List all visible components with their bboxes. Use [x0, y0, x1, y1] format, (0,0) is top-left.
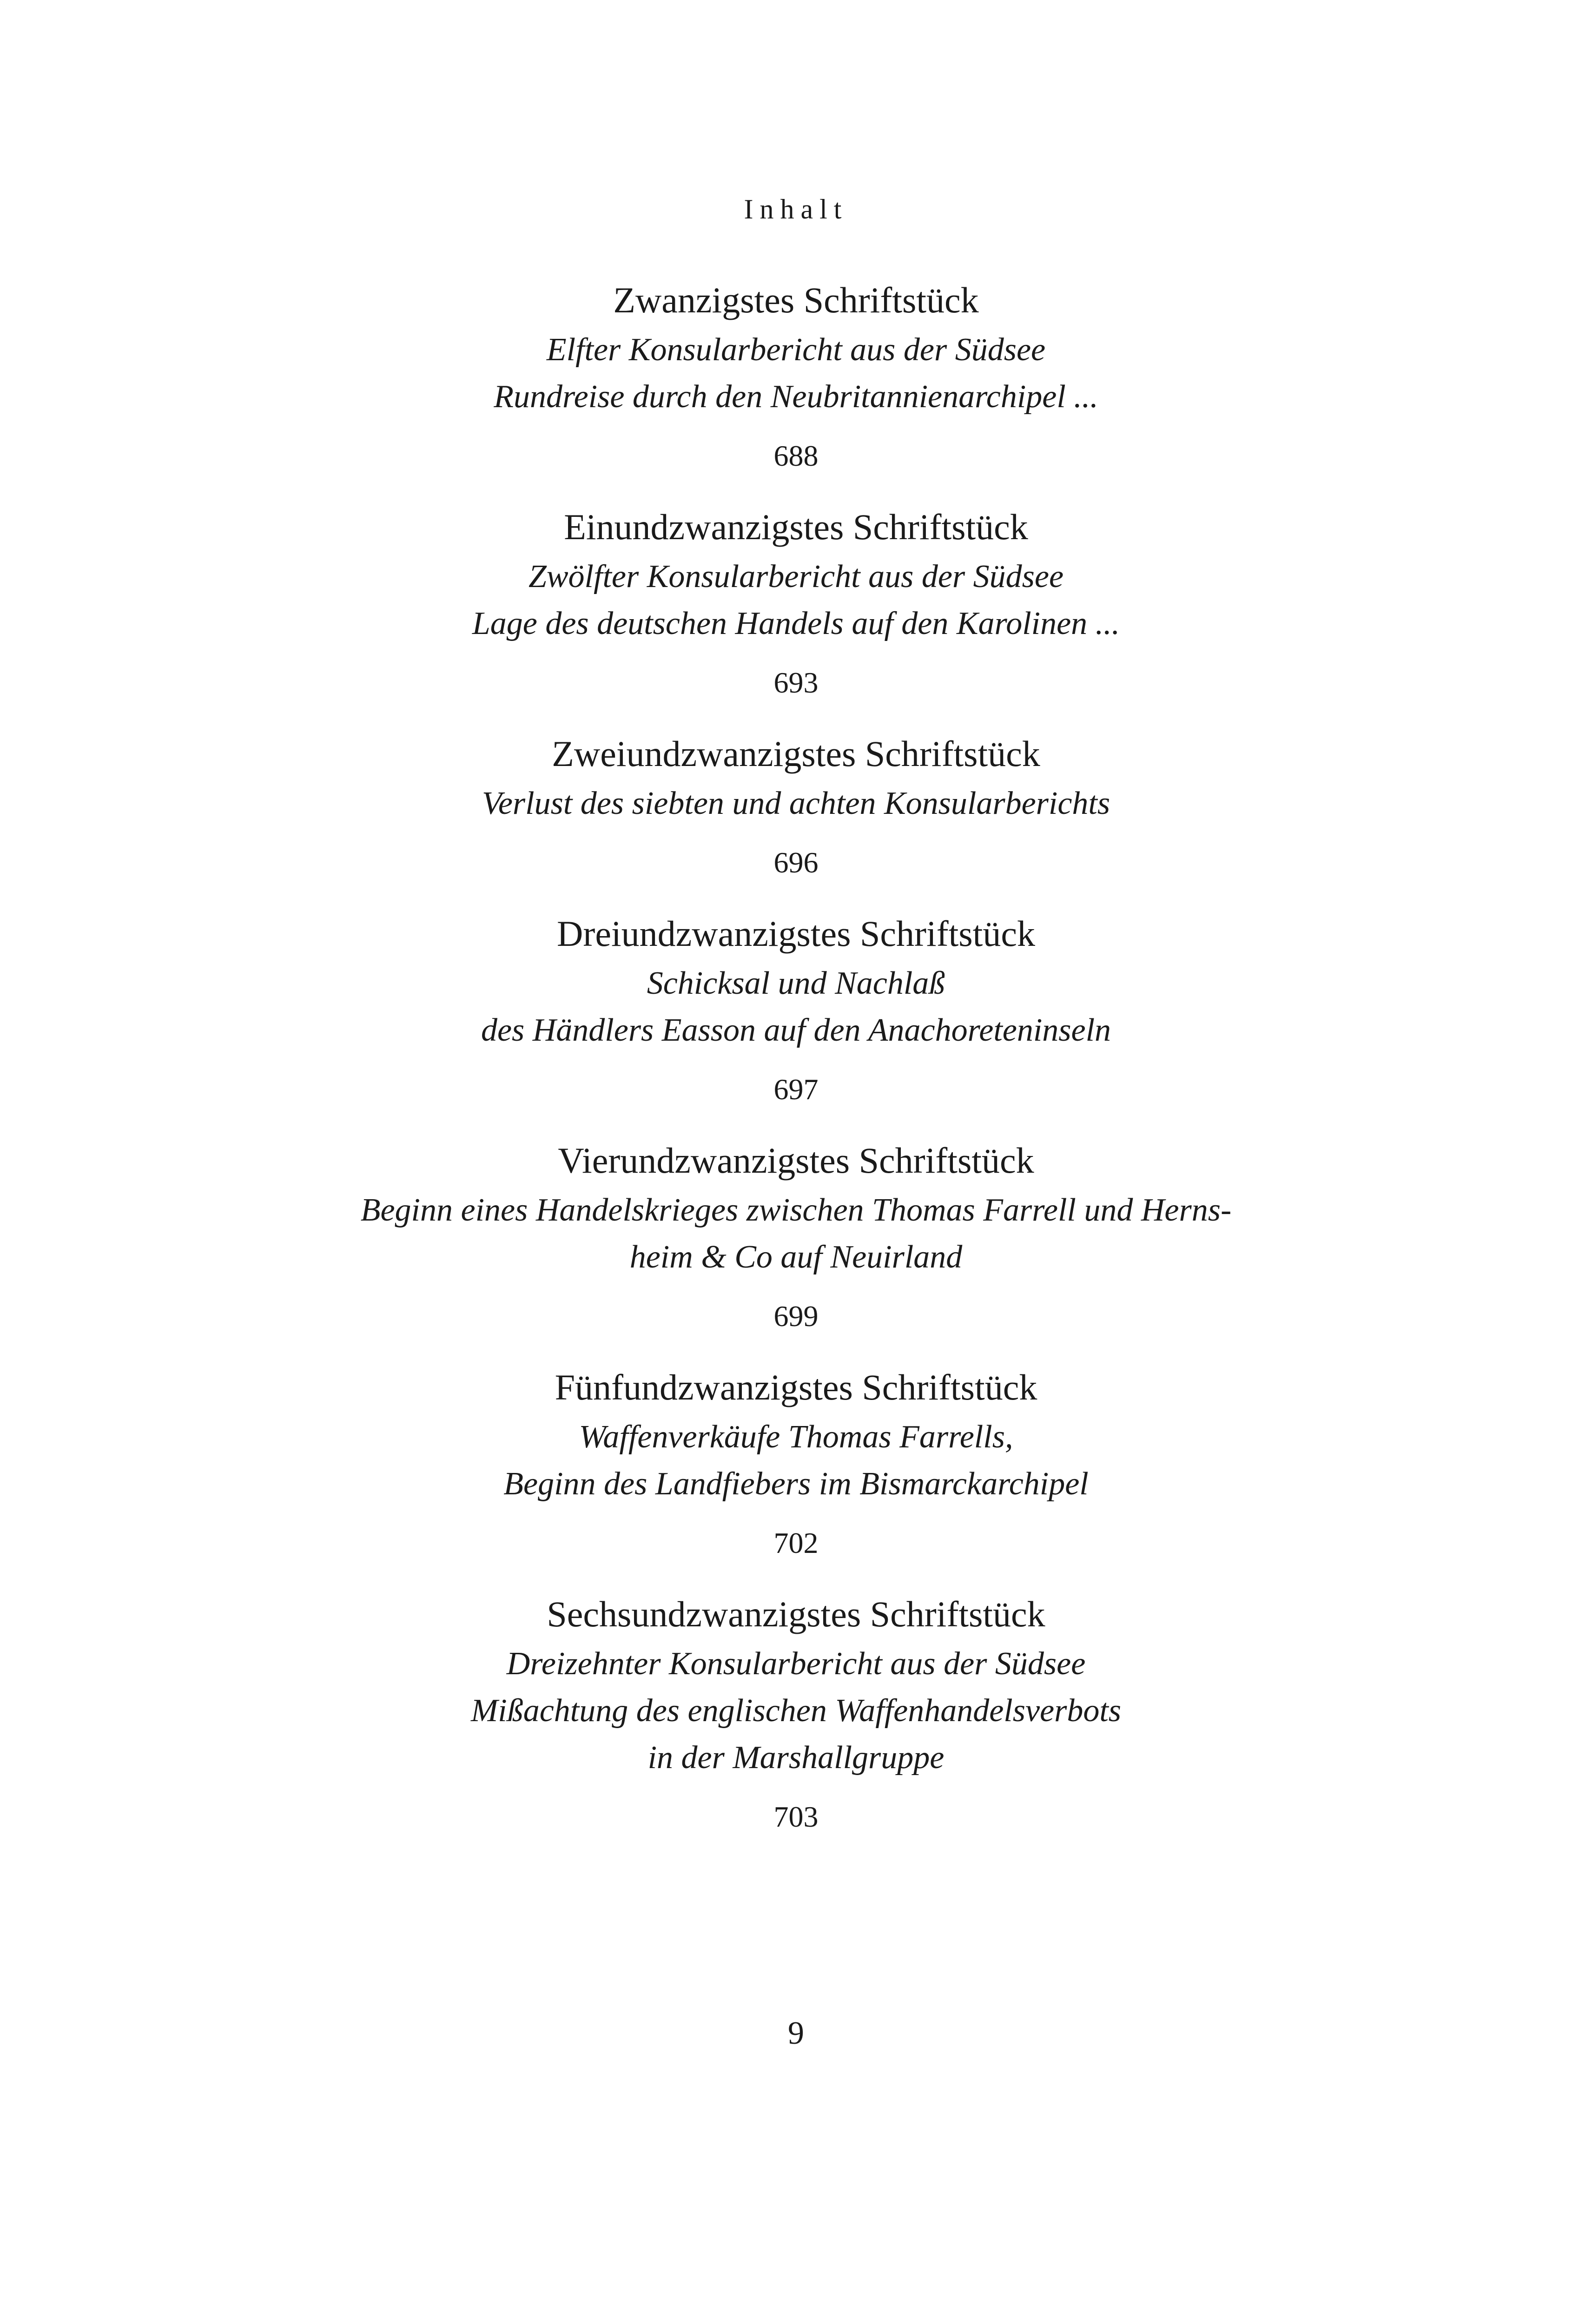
toc-entry-subtitle: Schicksal und Nachlaß [647, 965, 945, 1001]
toc-entry-subtitle: Rundreise durch den Neubritannienarchipel ... [494, 379, 1098, 415]
toc-entry-page-number: 696 [773, 846, 819, 879]
toc-entry-subtitle: in der Marshallgruppe [647, 1740, 945, 1776]
toc-entry [325, 1135, 1267, 1337]
page-number: 9 [788, 2015, 804, 2051]
toc-entry [325, 274, 1267, 477]
toc-entry-title: Fünfundzwanzigstes Schriftstück [555, 1367, 1037, 1407]
toc-entry [325, 728, 1267, 884]
toc-entry-page-number: 693 [773, 666, 819, 699]
toc-entry [325, 1588, 1267, 1838]
toc-entry [325, 908, 1267, 1110]
toc-entry-subtitle: Dreizehnter Konsularbericht aus der Südsee [506, 1646, 1086, 1682]
toc-entry-page-number: 699 [773, 1300, 819, 1333]
toc-entry-title: Dreiundzwanzigstes Schriftstück [557, 913, 1035, 954]
toc-entry-title: Zwanzigstes Schriftstück [613, 280, 979, 320]
toc-entry-subtitle: Waffenverkäufe Thomas Farrells, [579, 1419, 1013, 1455]
toc-entry-page-number: 702 [773, 1526, 819, 1559]
toc-entry-page-number: 688 [773, 439, 819, 472]
toc-entry-title: Zweiundzwanzigstes Schriftstück [552, 733, 1040, 774]
table-of-contents [325, 274, 1267, 1862]
toc-entry-title: Vierundzwanzigstes Schriftstück [558, 1140, 1034, 1181]
toc-entry-page-number: 703 [773, 1800, 819, 1833]
toc-entry-subtitle: heim & Co auf Neuirland [629, 1239, 963, 1275]
toc-entry-subtitle: Verlust des siebten und achten Konsularberichts [482, 786, 1110, 821]
toc-entry [325, 1361, 1267, 1564]
toc-entry [325, 501, 1267, 704]
toc-entry-subtitle: Elfter Konsularbericht aus der Südsee [546, 332, 1046, 368]
toc-entry-title: Einundzwanzigstes Schriftstück [564, 507, 1028, 547]
toc-entry-page-number: 697 [773, 1073, 819, 1106]
toc-entry-subtitle: des Händlers Easson auf den Anachoreteninseln [481, 1012, 1111, 1048]
toc-entry-title: Sechsundzwanzigstes Schriftstück [547, 1594, 1045, 1634]
toc-entry-subtitle: Beginn eines Handelskrieges zwischen Thomas Farrell und Herns- [360, 1192, 1232, 1228]
toc-entry-subtitle: Zwölfter Konsularbericht aus der Südsee [528, 559, 1064, 594]
toc-entry-subtitle: Mißachtung des englischen Waffenhandelsverbots [470, 1693, 1122, 1729]
toc-entry-subtitle: Beginn des Landfiebers im Bismarckarchipel [503, 1466, 1089, 1502]
running-head: Inhalt [744, 194, 848, 224]
toc-entry-subtitle: Lage des deutschen Handels auf den Karolinen ... [472, 606, 1120, 641]
